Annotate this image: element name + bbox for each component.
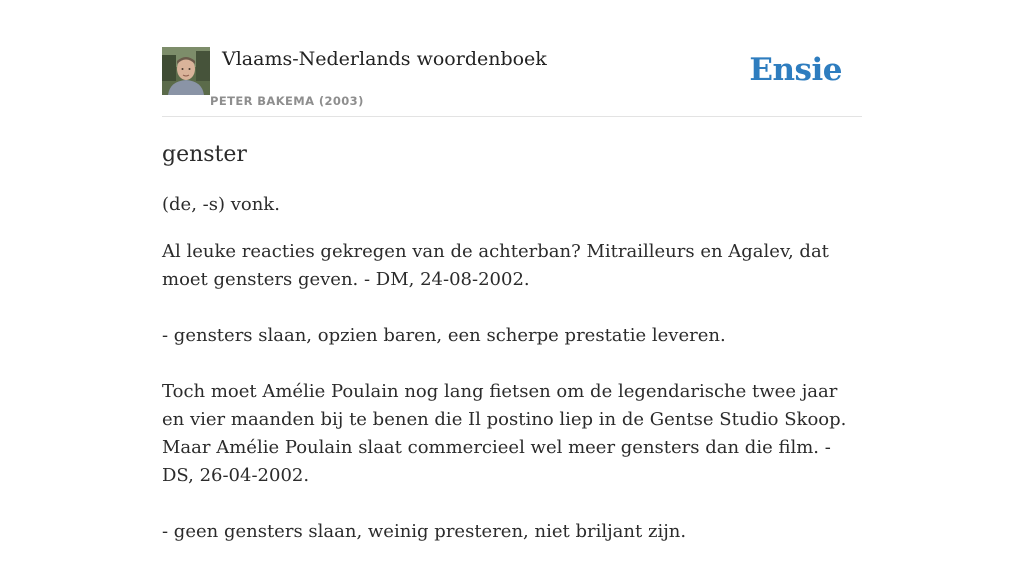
ensie-logo[interactable]: Ensie (749, 52, 842, 88)
author-photo-icon (162, 47, 210, 95)
entry-content (162, 140, 862, 565)
entry-term: genster (162, 142, 247, 167)
example-quote: Toch moet Amélie Poulain nog lang fietsen om de legendarische twee jaar en vier maanden bij te benen die Il postino liep in de Gentse Studio Skoop. Maar Amélie Poulain slaat commercieel wel meer gensters dan die film. - DS, 26-04-2002. (162, 381, 847, 486)
example-quote: Al leuke reacties gekregen van de achterban? Mitrailleurs en Agalev, dat moet gensters geven. - DM, 24-08-2002. (162, 241, 829, 290)
author-credit: PETER BAKEMA (2003) (210, 94, 364, 108)
dictionary-title[interactable]: Vlaams-Nederlands woordenboek (222, 48, 547, 70)
expression: - gensters slaan, opzien baren, een scherpe prestatie leveren. (162, 325, 726, 346)
author-avatar[interactable] (162, 47, 210, 95)
expression: - geen gensters slaan, weinig presteren, niet briljant zijn. (162, 521, 687, 542)
header (162, 47, 862, 117)
definition: (de, -s) vonk. (162, 194, 280, 215)
